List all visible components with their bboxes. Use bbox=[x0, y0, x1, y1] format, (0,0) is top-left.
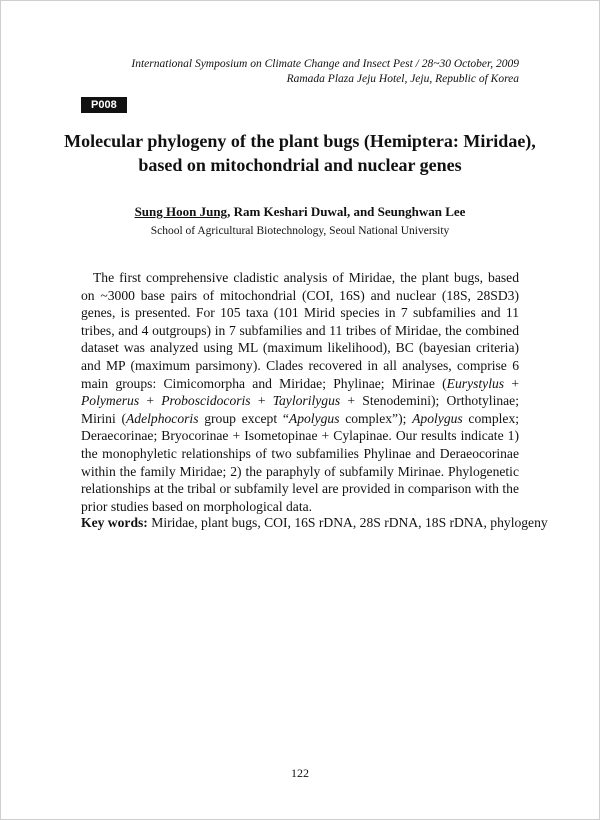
header-line-2: Ramada Plaza Jeju Hotel, Jeju, Republic of Korea bbox=[286, 73, 519, 85]
keywords-label: Key words: bbox=[81, 515, 148, 530]
abstract-text: + bbox=[504, 375, 519, 391]
taxon-name: Eurystylus bbox=[446, 375, 505, 391]
affiliation: School of Agricultural Biotechnology, Seoul National University bbox=[150, 225, 450, 237]
title-line-2: based on mitochondrial and nuclear genes bbox=[138, 155, 462, 175]
keywords-text: Miridae, plant bugs, COI, 16S rDNA, 28S rDNA, 18S rDNA, phylogeny bbox=[147, 515, 548, 530]
title-line-1: Molecular phylogeny of the plant bugs (Hemiptera: Miridae), bbox=[64, 131, 536, 151]
abstract-text: complex; Deraecorinae; Bryocorinae + Isometopinae + Cylapinae. Our results indicate 1) the monophyletic relationships of two subfamilies Phylinae and Deraeocorinae within the family Miridae; 2) the paraphyly of subfamily Mirinae. Phylogenetic relationships at the tribal or subfamily level are provided in comparison with the prior studies based on morphological data. bbox=[81, 410, 520, 514]
abstract-text: complex”); bbox=[339, 410, 413, 426]
taxon-name: Apolygus bbox=[288, 410, 340, 426]
keywords-line bbox=[81, 514, 548, 532]
author-list bbox=[61, 203, 539, 220]
abstract-text: group except “ bbox=[198, 410, 289, 426]
paper-title bbox=[61, 129, 539, 177]
taxon-name: Adelphocoris bbox=[126, 410, 199, 426]
taxon-name: Apolygus bbox=[412, 410, 463, 426]
taxon-name: Polymerus bbox=[81, 393, 140, 409]
abstract-text: The first comprehensive cladistic analysis of Miridae, the plant bugs, based on ~3000 base pairs of mitochondrial (COI, 16S) and nuclear (18S, 28SD3) genes, is presented. For 105 taxa (101 Mirid species in 7 subfamilies and 11 tribes, and 4 outgroups) in 7 subfamilies and 11 tribes of Miridae, the combined dataset was analyzed using ML (maximum likelihood), BC (bayesian criteria) and MP (maximum parsimony). Clades recovered in all analyses, comprise 6 main groups: Cimicomorpha and Miridae; Phylinae; Mirinae ( bbox=[81, 270, 519, 391]
taxon-name: Taylorilygus bbox=[272, 393, 341, 409]
co-authors: , Ram Keshari Duwal, and Seunghwan Lee bbox=[227, 204, 466, 219]
abstract-text: + Stenodemini); Orthotylinae; Mirini ( bbox=[81, 393, 519, 426]
conference-header bbox=[131, 57, 519, 87]
header-line-1: International Symposium on Climate Change and Insect Pest / 28~30 October, 2009 bbox=[131, 58, 519, 70]
abstract-paragraph bbox=[81, 269, 519, 515]
poster-id-badge: P008 bbox=[81, 97, 127, 113]
page-number: 122 bbox=[291, 766, 309, 780]
abstract-text: + bbox=[250, 393, 273, 409]
abstract-text: + bbox=[139, 393, 162, 409]
taxon-name: Proboscidocoris bbox=[161, 393, 251, 409]
presenting-author: Sung Hoon Jung bbox=[134, 204, 228, 219]
